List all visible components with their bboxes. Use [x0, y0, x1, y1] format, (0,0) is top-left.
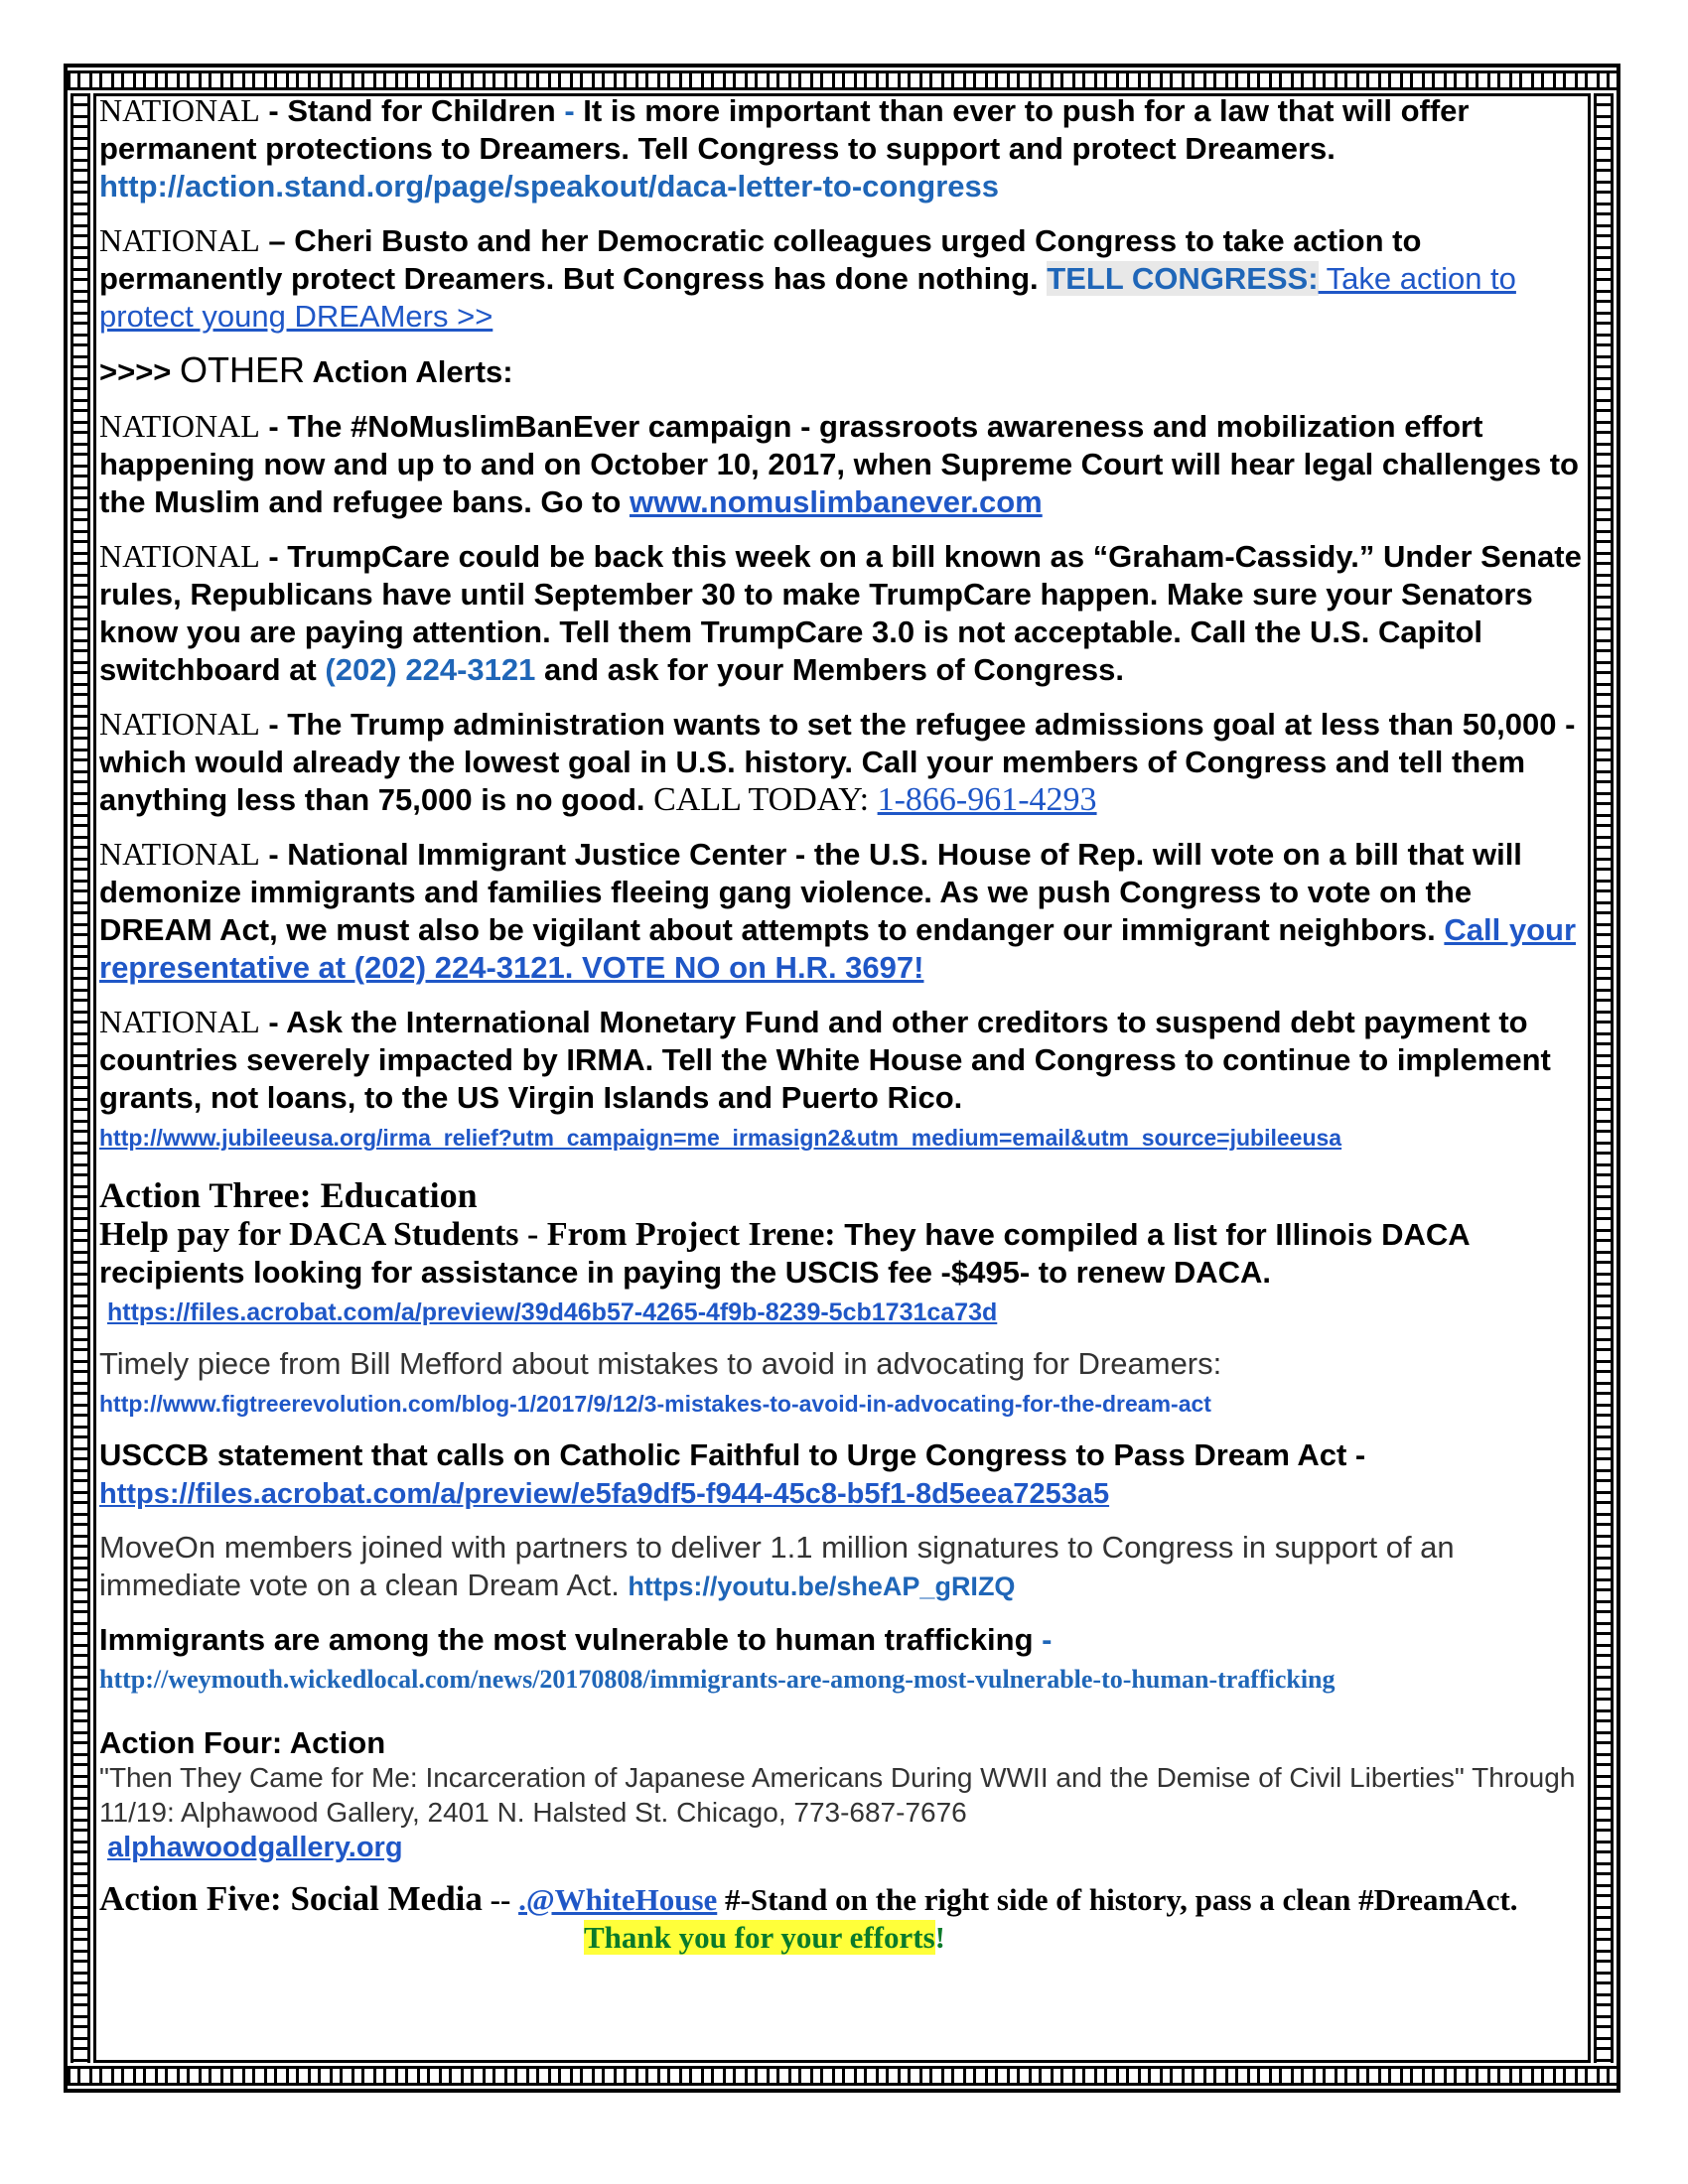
call-representative-link[interactable]: Call your representative at (202) 224-3121. VOTE NO on H.R. 3697!	[99, 912, 1577, 985]
action-three-heading: Action Three: Education	[99, 1175, 478, 1215]
border-right	[1588, 93, 1617, 2063]
exhibit-text: "Then They Came for Me: Incarceration of Japanese Americans During WWII and the Demise of Civil Liberties" Through 11/19: Alphawood Gallery, 2401 N. Halsted St. Chicago, 773-687-7676	[99, 1762, 1576, 1828]
action-five-heading: Action Five: Social Media	[99, 1879, 483, 1918]
item-text: USCCB statement that calls on Catholic Faithful to Urge Congress to Pass Dream Act -	[99, 1437, 1366, 1472]
item-text: MoveOn members joined with partners to deliver 1.1 million signatures to Congress in support of an immediate vote on a clean Dream Act.	[99, 1530, 1455, 1602]
usccb-item	[99, 1436, 1589, 1513]
alert-nomuslimban	[99, 407, 1589, 521]
alphawood-link[interactable]: alphawoodgallery.org	[107, 1832, 403, 1863]
other-alerts-heading: >>>> OTHER Action Alerts:	[99, 349, 513, 390]
alert-imf-irma	[99, 1003, 1589, 1155]
moveon-item	[99, 1529, 1589, 1605]
region-tag: NATIONAL	[99, 408, 260, 444]
item-text: Timely piece from Bill Mefford about mistakes to avoid in advocating for Dreamers:	[99, 1346, 1222, 1381]
daca-help-title: Help pay for DACA Students - From Project Irene:	[99, 1216, 836, 1253]
region-tag: NATIONAL	[99, 836, 260, 872]
alert-immigrant-justice	[99, 835, 1589, 987]
thank-you-note: Thank you for your efforts	[584, 1920, 935, 1955]
call-today-phone[interactable]: 1-866-961-4293	[877, 781, 1097, 818]
action-four-section	[99, 1726, 1589, 1864]
daca-help-text: They have compiled a list for Illinois DACA recipients looking for assistance in paying the USCIS fee -$495- to renew DACA.	[99, 1217, 1470, 1290]
youtube-link[interactable]: https://youtu.be/sheAP_gRIZQ	[628, 1571, 1016, 1601]
region-tag: NATIONAL	[99, 92, 260, 128]
bill-mefford-item	[99, 1345, 1589, 1421]
alert-text: - TrumpCare could be back this week on a bill known as “Graham-Cassidy.” Under Senate rules, Republicans have until September 30 to make TrumpCare happen. Make sure your Senators know you are paying attention. Tell them TrumpCare 3.0 is not acceptable. Call the U.S. Capitol switchboard at	[99, 539, 1582, 687]
whitehouse-handle[interactable]: .@WhiteHouse	[518, 1882, 718, 1917]
alert-cheri-busto	[99, 221, 1589, 336]
region-tag: NATIONAL	[99, 538, 260, 574]
action-three-section	[99, 1176, 1589, 1329]
region-tag: NATIONAL	[99, 706, 260, 742]
wickedlocal-link[interactable]: http://weymouth.wickedlocal.com/news/20170808/immigrants-are-among-most-vulnerable-to-human-trafficking	[99, 1665, 1336, 1694]
alert-text: - The #NoMuslimBanEver campaign - grassroots awareness and mobilization effort happening now and up to and on October 10, 2017, when Supreme Court will hear legal challenges to the Muslim and refugee bans. Go to	[99, 409, 1579, 519]
switchboard-phone[interactable]: (202) 224-3121	[325, 652, 536, 687]
action-four-heading: Action Four: Action	[99, 1725, 386, 1760]
border-left	[68, 93, 96, 2063]
alert-text: – Cheri Busto and her Democratic colleagues urged Congress to take action to permanently protect Dreamers. But Congress has done nothing.	[99, 223, 1422, 296]
jubileeusa-link[interactable]: http://www.jubileeusa.org/irma_relief?utm_campaign=me_irmasign2&utm_medium=email&utm_source=jubileeusa	[99, 1125, 1342, 1151]
figtree-link[interactable]: http://www.figtreerevolution.com/blog-1/2017/9/12/3-mistakes-to-avoid-in-advocating-for-the-dream-act	[99, 1391, 1211, 1417]
item-text: Immigrants are among the most vulnerable to human trafficking	[99, 1622, 1034, 1657]
alert-text: - The Trump administration wants to set the refugee admissions goal at less than 50,000 - which would already the lowest goal in U.S. history. Call your members of Congress and tell them anything less than 75,000 is no good.	[99, 707, 1576, 817]
action-five-section: Action Five: Social Media -- .@WhiteHouse #-Stand on the right side of history, pass a clean #DreamAct. Thank you for your efforts!	[99, 1879, 1518, 1955]
alert-trumpcare: NATIONAL - TrumpCare could be back this week on a bill known as “Graham-Cassidy.” Under Senate rules, Republicans have until September 30 to make TrumpCare happen. Make sure your Senators know you are paying attention. Tell them TrumpCare 3.0 is not acceptable. Call the U.S. Capitol switchboard at (202) 224-3121 and ask for your Members of Congress.	[99, 538, 1582, 687]
region-tag: NATIONAL	[99, 1004, 260, 1039]
newsletter-content	[99, 91, 1589, 1973]
border-bottom	[68, 2060, 1617, 2089]
alert-text: - National Immigrant Justice Center - the U.S. House of Rep. will vote on a bill that will demonize immigrants and families fleeing gang violence. As we push Congress to vote on the DREAM Act, we must also be vigilant about attempts to endanger our immigrant neighbors.	[99, 837, 1522, 947]
stand-link[interactable]: http://action.stand.org/page/speakout/daca-letter-to-congress	[99, 169, 1000, 204]
nomuslimbanever-link[interactable]: www.nomuslimbanever.com	[629, 484, 1043, 519]
alert-text: - Ask the International Monetary Fund and other creditors to suspend debt payment to countries severely impacted by IRMA. Tell the White House and Congress to continue to implement grants, not loans, to the US Virgin Islands and Puerto Rico.	[99, 1005, 1551, 1115]
protect-dreamers-link[interactable]: Take action to protect young DREAMers >>	[99, 261, 1516, 334]
alert-stand-for-children: NATIONAL - Stand for Children - It is more important than ever to push for a law that will offer permanent protections to Dreamers. Tell Congress to support and protect Dreamers. http://action.stand.org/page/speakout/daca-letter-to-congress	[99, 92, 1470, 204]
alert-refugee-goal: NATIONAL - The Trump administration wants to set the refugee admissions goal at less than 50,000 - which would already the lowest goal in U.S. history. Call your members of Congress and tell them anything less than 75,000 is no good. CALL TODAY: 1-866-961-4293	[99, 706, 1576, 818]
acrobat-daca-link[interactable]: https://files.acrobat.com/a/preview/39d46b57-4265-4f9b-8239-5cb1731ca73d	[107, 1298, 998, 1326]
acrobat-usccb-link[interactable]: https://files.acrobat.com/a/preview/e5fa9df5-f944-45c8-b5f1-8d5eea7253a5	[99, 1478, 1110, 1510]
alert-text: It is more important than ever to push for a law that will offer permanent protections to Dreamers. Tell Congress to support and protect Dreamers.	[99, 93, 1470, 166]
tell-congress-label: TELL CONGRESS:	[1047, 261, 1319, 296]
region-tag: NATIONAL	[99, 222, 260, 258]
alert-title: Stand for Children	[287, 93, 556, 128]
trafficking-item: Immigrants are among the most vulnerable to human trafficking - http://weymouth.wickedlocal.com/news/20170808/immigrants-are-among-most-vulnerable-to-human-trafficking	[99, 1622, 1336, 1694]
social-post-text: #-Stand on the right side of history, pass a clean #DreamAct.	[717, 1882, 1518, 1917]
